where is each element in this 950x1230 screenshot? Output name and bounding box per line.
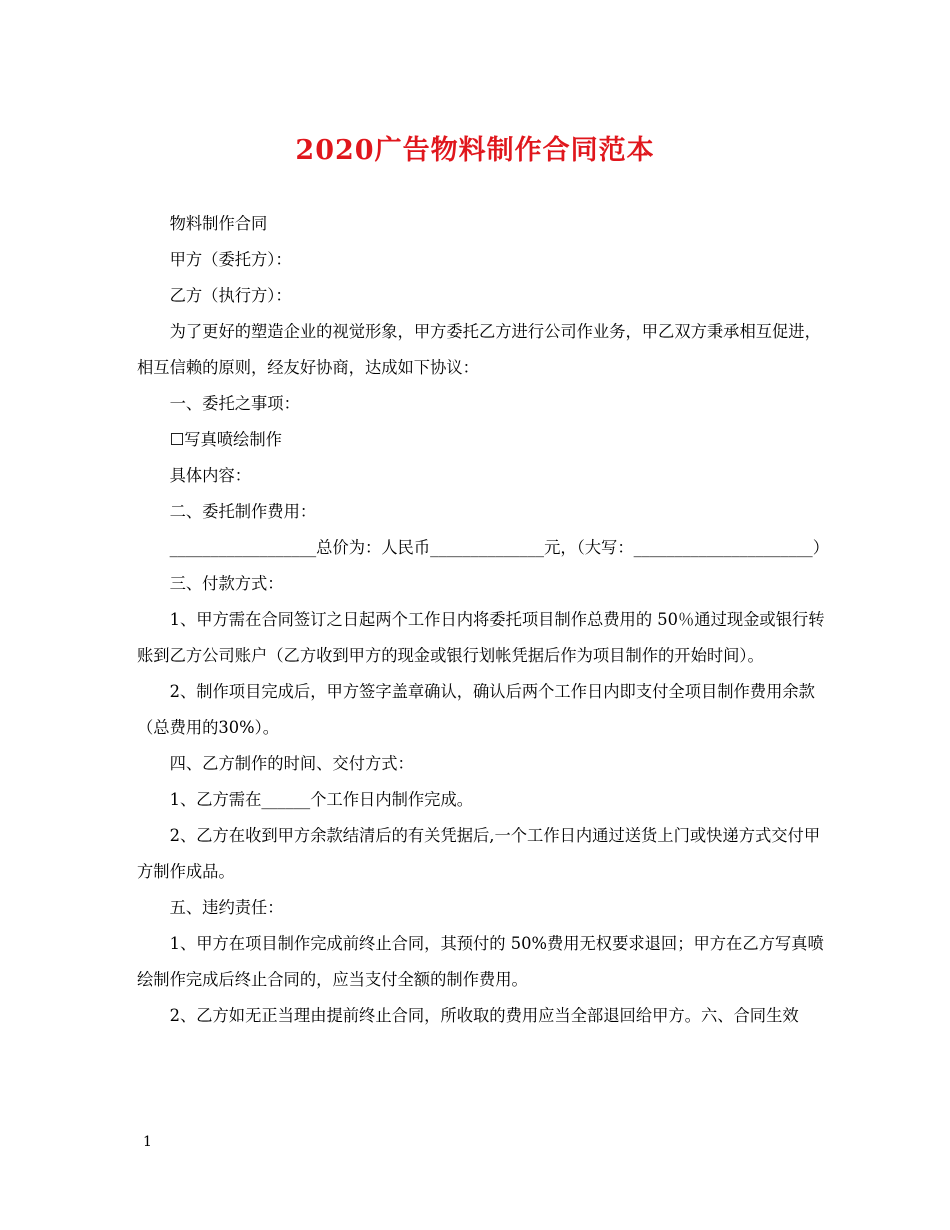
heading-section-2: 二、委托制作费用：: [169, 502, 317, 521]
paragraph-specific-content: 具体内容：: [169, 466, 252, 485]
heading-section-3: 三、付款方式：: [169, 574, 284, 593]
paragraph-breach-1: 1、甲方在项目制作完成前终止合同，其预付的 50%费用无权要求退回；甲方在乙方写真喷绘制作完成后终止合同的，应当支付全额的制作费用。: [137, 934, 824, 989]
paragraph-party-a: 甲方（委托方）：: [169, 250, 292, 269]
paragraph-contract-name: 物料制作合同: [169, 214, 268, 233]
paragraph-delivery-1: 1、乙方需在______个工作日内制作完成。: [169, 790, 474, 809]
paragraph-payment-1: 1、甲方需在合同签订之日起两个工作日内将委托项目制作总费用的 50％通过现金或银行转账到乙方公司账户（乙方收到甲方的现金或银行划帐凭据后作为项目制作的开始时间）。: [137, 610, 825, 665]
page-number: 1: [143, 1134, 152, 1150]
paragraph-preamble: 为了更好的塑造企业的视觉形象，甲方委托乙方进行公司作业务，甲乙双方秉承相互促进，相互信赖的原则，经友好协商，达成如下协议：: [137, 322, 821, 377]
paragraph-breach-2: 2、乙方如无正当理由提前终止合同，所收取的费用应当全部退回给甲方。六、合同生效: [169, 1006, 799, 1025]
document-title: 2020广告物料制作合同范本: [295, 135, 655, 166]
paragraph-delivery-2: 2、乙方在收到甲方余款结清后的有关凭据后,一个工作日内通过送货上门或快递方式交付甲方制作成品。: [137, 826, 821, 881]
paragraph-fee-blanks: __________________总价为：人民币______________元，（大写：______________________）: [169, 538, 829, 557]
heading-section-4: 四、乙方制作的时间、交付方式：: [169, 754, 414, 773]
document-body: [137, 206, 827, 1034]
paragraph-party-b: 乙方（执行方）：: [169, 286, 292, 305]
paragraph-payment-2: 2、制作项目完成后，甲方签字盖章确认，确认后两个工作日内即支付全项目制作费用余款（总费用的30%）。: [137, 682, 815, 737]
heading-section-1: 一、委托之事项：: [169, 394, 300, 413]
checkbox-item-photo-printing: ☐写真喷绘制作: [169, 430, 282, 449]
heading-section-5: 五、违约责任：: [169, 898, 284, 917]
